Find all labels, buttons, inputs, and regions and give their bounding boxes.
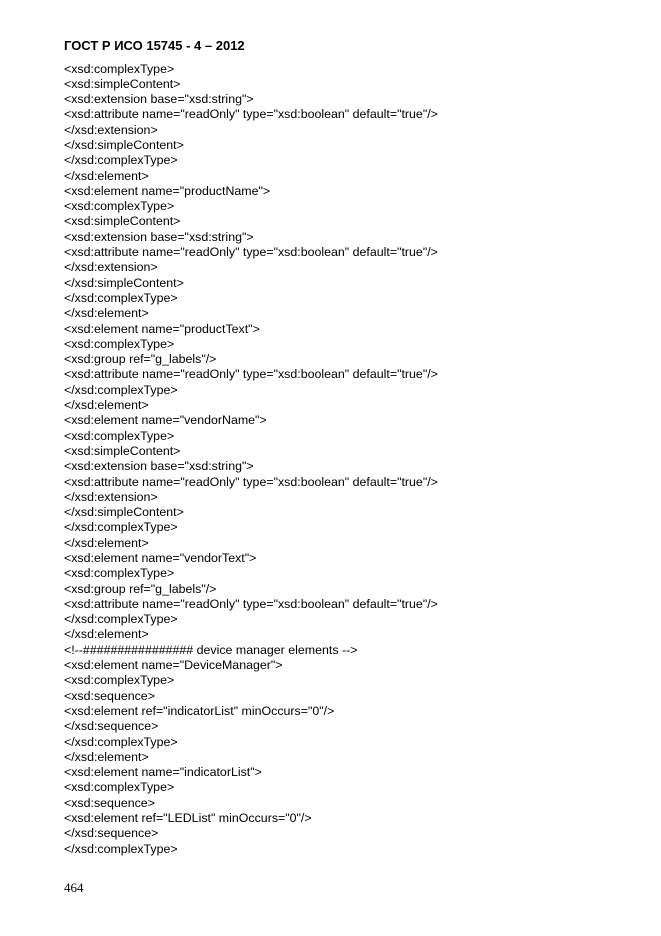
code-line: <xsd:complexType> xyxy=(64,336,175,351)
code-line: <xsd:group ref="g_labels"/> xyxy=(64,352,217,367)
code-line: <xsd:sequence> xyxy=(64,688,155,703)
code-line: <xsd:extension base="xsd:string"> xyxy=(64,229,254,244)
code-line: <xsd:attribute name="readOnly" type="xsd:boolean" default="true"/> xyxy=(64,107,438,122)
code-line: <xsd:complexType> xyxy=(64,566,175,581)
code-line: <xsd:element name="vendorName"> xyxy=(64,413,267,428)
code-line: <xsd:element name="DeviceManager"> xyxy=(64,658,283,673)
code-line: </xsd:complexType> xyxy=(64,734,178,749)
code-line: <xsd:simpleContent> xyxy=(64,76,181,91)
page-header: ГОСТ Р ИСО 15745 - 4 – 2012 xyxy=(64,38,245,53)
code-line: </xsd:sequence> xyxy=(64,719,159,734)
code-line: <xsd:attribute name="readOnly" type="xsd:boolean" default="true"/> xyxy=(64,245,438,260)
code-line: </xsd:simpleContent> xyxy=(64,505,184,520)
code-line: <xsd:sequence> xyxy=(64,795,155,810)
code-line: </xsd:extension> xyxy=(64,260,158,275)
code-line: <xsd:simpleContent> xyxy=(64,443,181,458)
code-line: <xsd:element name="indicatorList"> xyxy=(64,765,262,780)
code-line: <xsd:group ref="g_labels"/> xyxy=(64,581,217,596)
code-line: </xsd:extension> xyxy=(64,122,158,137)
code-line: <xsd:element ref="LEDList" minOccurs="0"/> xyxy=(64,811,312,826)
code-line: <xsd:element name="productName"> xyxy=(64,183,271,198)
code-line: <xsd:extension base="xsd:string"> xyxy=(64,92,254,107)
code-line: </xsd:simpleContent> xyxy=(64,137,184,152)
xsd-code-listing xyxy=(64,62,438,857)
code-line: <xsd:complexType> xyxy=(64,199,175,214)
code-line: </xsd:simpleContent> xyxy=(64,275,184,290)
page-number: 464 xyxy=(64,880,84,895)
code-line: <xsd:attribute name="readOnly" type="xsd:boolean" default="true"/> xyxy=(64,367,438,382)
code-line: <xsd:element name="productText"> xyxy=(64,321,260,336)
code-line: <xsd:simpleContent> xyxy=(64,214,181,229)
code-line: <xsd:complexType> xyxy=(64,428,175,443)
code-line: </xsd:element> xyxy=(64,306,149,321)
code-line: </xsd:complexType> xyxy=(64,382,178,397)
code-line: <xsd:complexType> xyxy=(64,61,175,76)
code-line: <xsd:extension base="xsd:string"> xyxy=(64,459,254,474)
code-line: </xsd:complexType> xyxy=(64,520,178,535)
code-line: </xsd:element> xyxy=(64,749,149,764)
code-line: </xsd:element> xyxy=(64,168,149,183)
code-line: </xsd:complexType> xyxy=(64,612,178,627)
code-line: </xsd:element> xyxy=(64,535,149,550)
code-line: <xsd:attribute name="readOnly" type="xsd:boolean" default="true"/> xyxy=(64,474,438,489)
code-line: <xsd:element ref="indicatorList" minOccurs="0"/> xyxy=(64,703,335,718)
code-line: </xsd:element> xyxy=(64,398,149,413)
code-line: <xsd:complexType> xyxy=(64,780,175,795)
code-line: <xsd:element name="vendorText"> xyxy=(64,551,257,565)
code-line: </xsd:element> xyxy=(64,627,149,642)
code-line: </xsd:complexType> xyxy=(64,153,178,168)
code-line: </xsd:complexType> xyxy=(64,841,178,856)
code-line: <!--################ device manager elements --> xyxy=(64,642,358,657)
code-line: <xsd:attribute name="readOnly" type="xsd:boolean" default="true"/> xyxy=(64,596,438,611)
code-line: </xsd:sequence> xyxy=(64,826,159,841)
code-line: <xsd:complexType> xyxy=(64,673,175,688)
code-line: </xsd:extension> xyxy=(64,489,158,504)
code-line: </xsd:complexType> xyxy=(64,290,178,305)
